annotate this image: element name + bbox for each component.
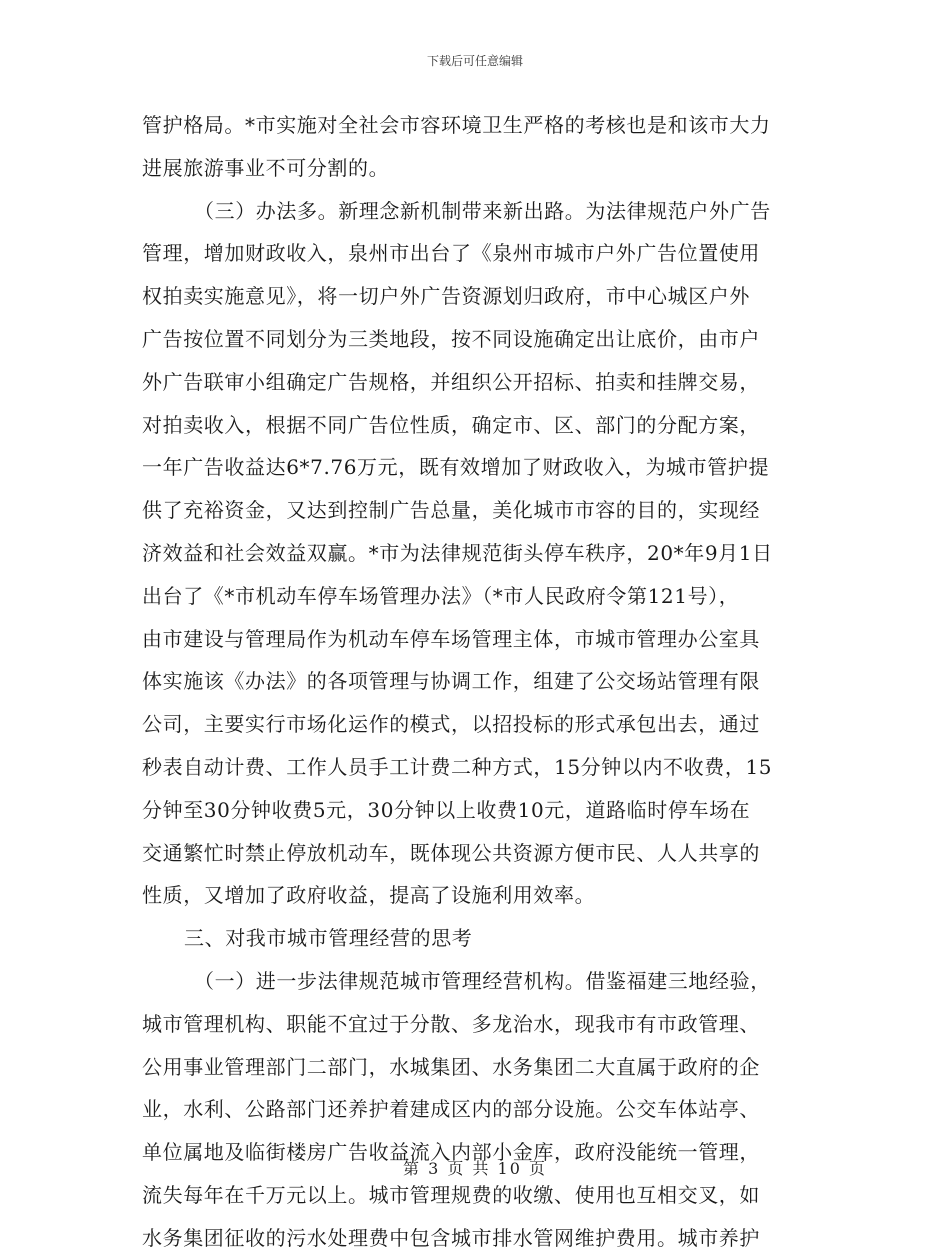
paragraph-line: 管护格局。*市实施对全社会市容环境卫生严格的考核也是和该市大力 xyxy=(142,113,771,137)
paragraph-line: 业，水利、公路部门还养护着建成区内的部分设施。公交车体站亭、 xyxy=(142,1097,760,1122)
section-heading: 三、对我市城市管理经营的思考 xyxy=(184,926,473,951)
paragraph-line: 分钟至30分钟收费5元，30分钟以上收费10元，道路临时停车场在 xyxy=(142,797,751,822)
paragraph-line: 公用事业管理部门二部门，水城集团、水务集团二大直属于政府的企 xyxy=(142,1054,760,1079)
paragraph-line: 对拍卖收入，根据不同广告位性质，确定市、区、部门的分配方案， xyxy=(142,412,760,437)
paragraph-line: 水务集团征收的污水处理费中包含城市排水管网维护费用。城市养护 xyxy=(142,1225,760,1250)
page-footer: 第 3 页 共 10 页 xyxy=(403,1159,547,1178)
paragraph-line: 广告按位置不同划分为三类地段，按不同设施确定出让底价，由市户 xyxy=(142,326,760,351)
paragraph-line: 出台了《*市机动车停车场管理办法》（*市人民政府令第121号）， xyxy=(142,583,740,608)
paragraph-line: 进展旅游事业不可分割的。 xyxy=(142,155,390,180)
paragraph-line: 秒表自动计费、工作人员手工计费二种方式，15分钟以内不收费，15 xyxy=(142,754,773,779)
paragraph-line: （一）进一步法律规范城市管理经营机构。借鉴福建三地经验， xyxy=(194,968,771,993)
paragraph-line: （三）办法多。新理念新机制带来新出路。为法律规范户外广告 xyxy=(194,198,771,223)
page-header: 下载后可任意编辑 xyxy=(426,54,523,68)
paragraph-line: 管理，增加财政收入，泉州市出台了《泉州市城市户外广告位置使用 xyxy=(142,241,760,266)
paragraph-line: 由市建设与管理局作为机动车停车场管理主体，市城市管理办公室具 xyxy=(142,626,760,651)
paragraph-line: 供了充裕资金，又达到控制广告总量，美化城市市容的目的，实现经 xyxy=(142,498,760,523)
paragraph-line: 体实施该《办法》的各项管理与协调工作，组建了公交场站管理有限 xyxy=(142,669,760,694)
document-body xyxy=(142,104,807,1260)
paragraph-line: 性质，又增加了政府收益，提高了设施利用效率。 xyxy=(142,883,596,908)
paragraph-line: 外广告联审小组确定广告规格，并组织公开招标、拍卖和挂牌交易， xyxy=(142,369,760,394)
paragraph-line: 济效益和社会效益双赢。*市为法律规范街头停车秩序，20*年9月1日 xyxy=(142,540,773,565)
paragraph-line: 城市管理机构、职能不宜过于分散、多龙治水，现我市有市政管理、 xyxy=(142,1011,760,1036)
paragraph-line: 公司，主要实行市场化运作的模式，以招投标的形式承包出去，通过 xyxy=(142,712,760,737)
paragraph-line: 流失每年在千万元以上。城市管理规费的收缴、使用也互相交叉，如 xyxy=(142,1182,760,1207)
paragraph-line: 权拍卖实施意见》，将一切户外广告资源划归政府，市中心城区户外 xyxy=(142,284,750,309)
paragraph-line: 交通繁忙时禁止停放机动车，既体现公共资源方便市民、人人共享的 xyxy=(142,840,760,865)
paragraph-line: 一年广告收益达6*7.76万元，既有效增加了财政收入，为城市管护提 xyxy=(142,455,770,480)
paragraph-line: 单位属地及临街楼房广告收益流入内部小金库，政府没能统一管理， xyxy=(142,1140,760,1165)
